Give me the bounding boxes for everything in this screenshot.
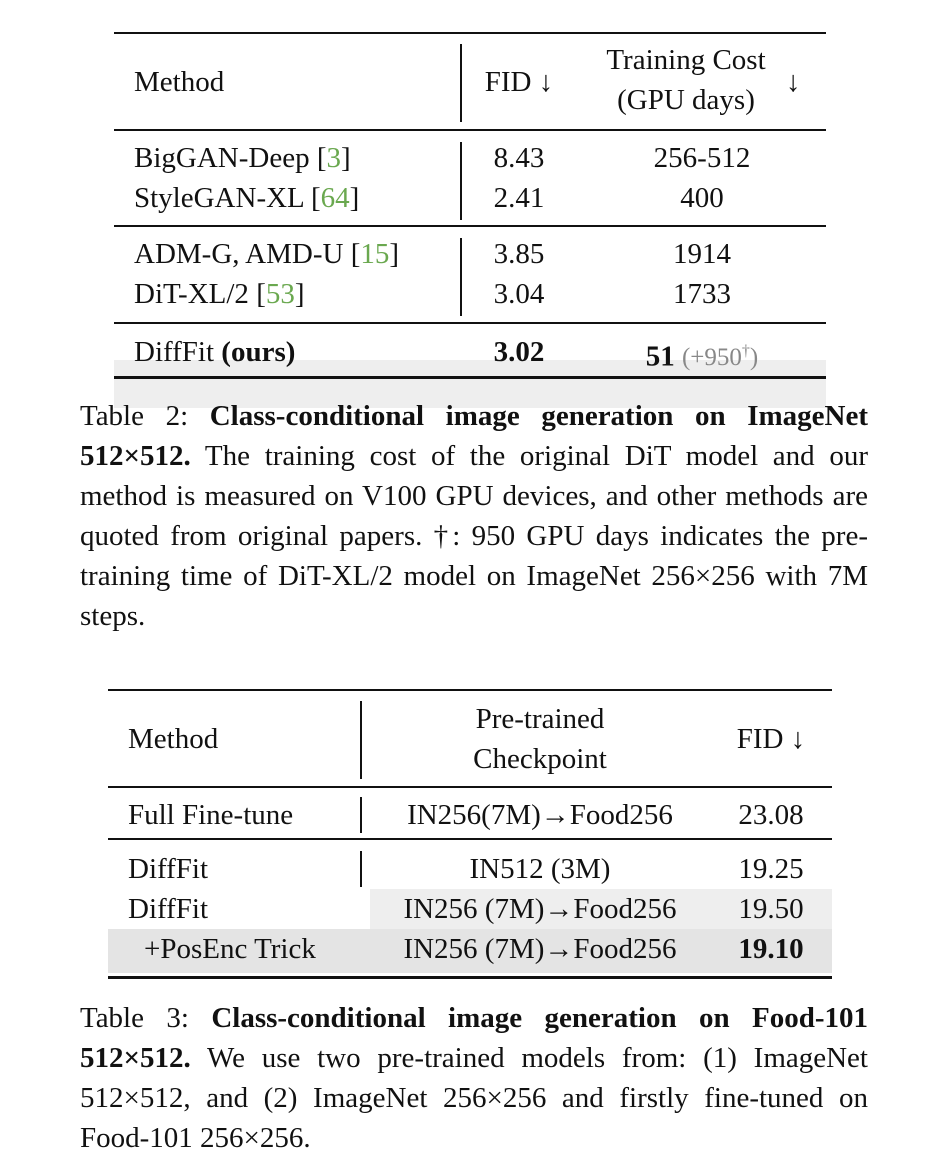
table-2 [114,32,826,382]
table-row-method: +PosEnc Trick [144,933,316,965]
header-method: Method [134,66,225,98]
table-row-method: StyleGAN-XL [64] [134,182,360,214]
header-checkpoint-line2: Checkpoint [473,743,607,775]
ours-row-fid: 3.02 [493,336,545,368]
citation-link[interactable]: 15 [360,238,390,270]
citation-link[interactable]: 3 [326,142,341,174]
group-rule-2 [114,322,826,324]
table-row-fid: 8.43 [493,142,545,174]
ours-row-cost: 51 (+950†) [645,340,759,373]
header-cost-line1: Training Cost [606,44,766,76]
table-row-checkpoint: IN256(7M)→Food256 [407,799,673,831]
header-fid: FID ↓ [484,66,554,98]
table-row-cost: 1914 [673,238,731,270]
group-1-separator [460,142,462,220]
table-row-checkpoint: IN256 (7M)→Food256 [403,933,677,965]
header-separator [460,44,462,122]
caption-label: Table 3: [80,1002,212,1034]
bottom-rule [108,976,832,979]
caption-title: Class-conditional image generation on ImageNet 512×512. [80,400,868,472]
group-2-separator [460,238,462,316]
header-fid: FID ↓ [736,723,806,755]
ours-row-method: DiffFit (ours) [134,336,296,368]
table-row-fid: 19.50 [738,893,804,925]
caption-text: The training cost of the original DiT model and our method is measured on V100 GPU devices, and other methods are quoted from original papers. †: 950 GPU days indicates the pre-training time of DiT-XL/2 model on ImageNet 256×256 with 7M steps. [80,440,868,632]
caption-text: We use two pre-trained models from: (1) ImageNet 512×512, and (2) ImageNet 256×256 and firstly fine-tuned on Food-101 256×256. [80,1042,868,1154]
table-row-method: DiffFit [128,893,209,925]
header-method: Method [128,723,219,755]
table-row-cost: 256-512 [653,142,751,174]
table-row-method: ADM-G, AMD-U [15] [134,238,400,270]
row-separator [360,797,362,833]
header-checkpoint-line1: Pre-trained [475,703,605,735]
group-rule [108,838,832,840]
table-2-caption [80,396,868,636]
table-row-checkpoint: IN512 (3M) [469,853,611,885]
table-row-method: DiffFit [128,853,209,885]
table-row-fid: 19.10 [738,933,804,965]
top-rule [114,32,826,34]
header-rule [114,129,826,131]
citation-link[interactable]: 53 [265,278,295,310]
table-row-cost: 1733 [673,278,731,310]
table-row-checkpoint: IN256 (7M)→Food256 [403,893,677,925]
table-row-fid: 3.85 [493,238,545,270]
caption-label: Table 2: [80,400,210,432]
table-3 [108,689,832,983]
table-row-fid: 3.04 [493,278,545,310]
group-rule-1 [114,225,826,227]
bottom-rule [114,376,826,379]
header-rule [108,786,832,788]
table-row-fid: 19.25 [738,853,804,885]
table-row-method: Full Fine-tune [128,799,294,831]
header-cost-arrow: ↓ [786,66,801,98]
table-row-fid: 2.41 [493,182,545,214]
header-separator [360,701,362,779]
header-cost-line2: (GPU days) [617,84,755,116]
table-row-cost: 400 [680,182,724,214]
row-separator [360,851,362,887]
table-row-fid: 23.08 [738,799,804,831]
citation-link[interactable]: 64 [320,182,350,214]
table-row-method: BigGAN-Deep [3] [134,142,351,174]
table-3-caption [80,998,868,1158]
caption-title: Class-conditional image generation on Food-101 512×512. [80,1002,868,1074]
table-row-method: DiT-XL/2 [53] [134,278,305,310]
top-rule [108,689,832,691]
